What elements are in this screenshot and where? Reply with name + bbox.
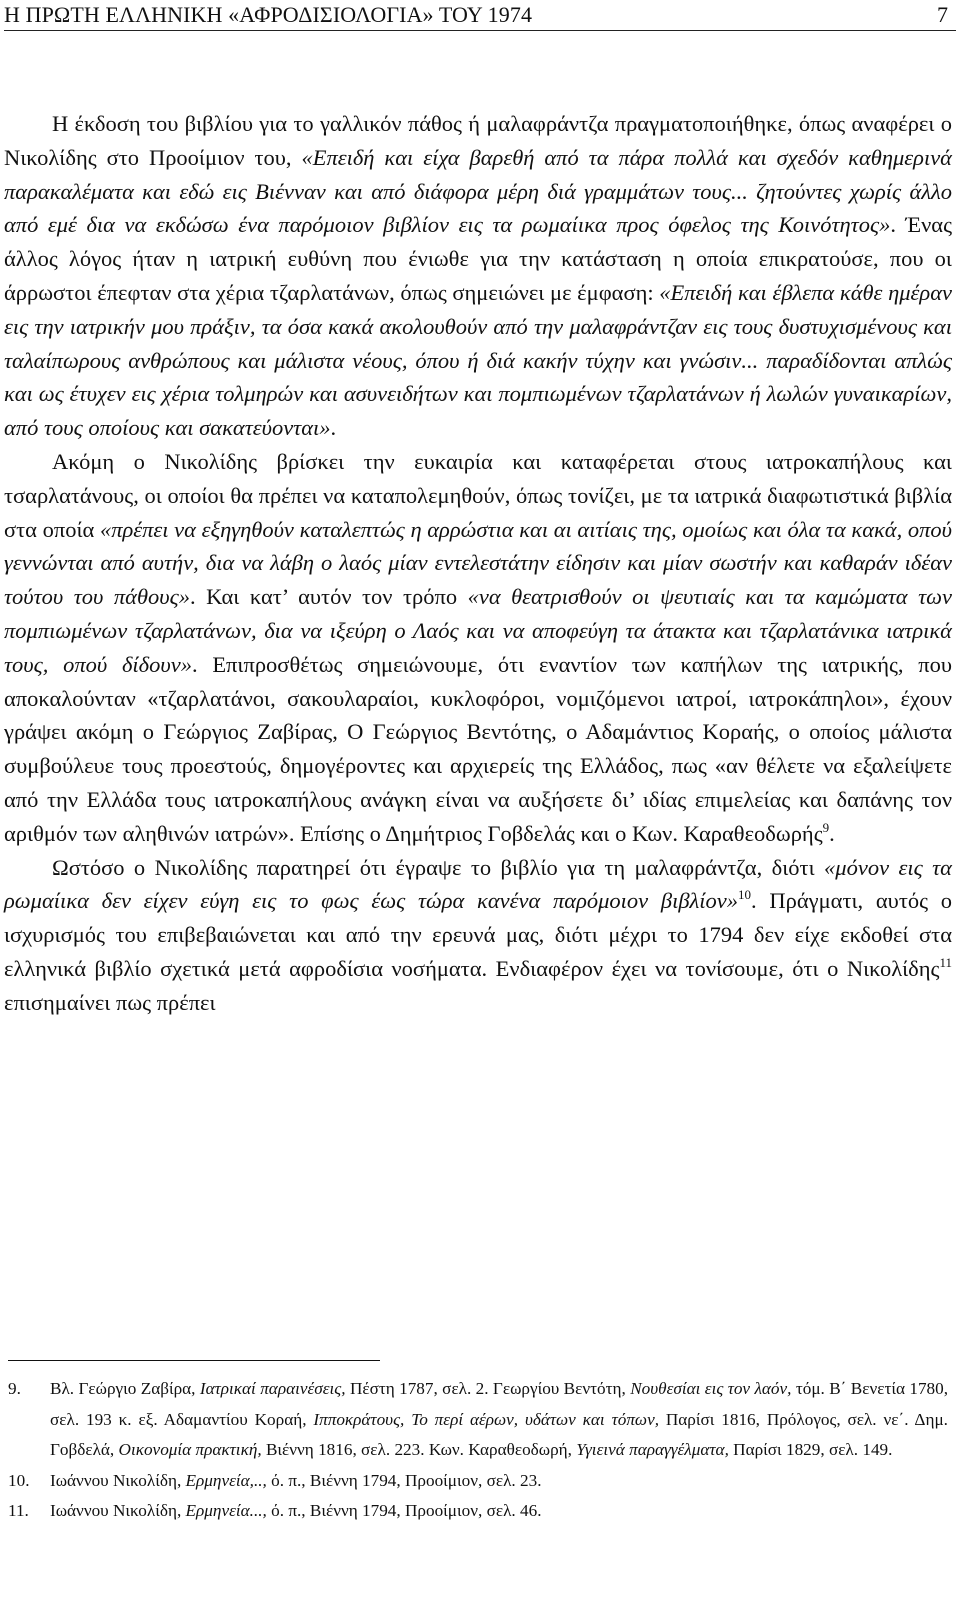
paragraph bbox=[4, 445, 952, 851]
quoted-text: Υγιεινά παραγγέλματα, bbox=[576, 1440, 729, 1459]
text-run: Βιέννη 1816, σελ. 223. Κων. Καραθεοδωρή, bbox=[261, 1440, 577, 1459]
page-number: 7 bbox=[937, 2, 948, 27]
paragraph bbox=[4, 107, 952, 445]
footnote bbox=[8, 1496, 948, 1527]
quoted-text: Οικονομία πρακτική, bbox=[118, 1440, 262, 1459]
text-run: . Ένας άλλος λόγος ήταν η ιατρική ευθύνη που ένιωθε για την κατάσταση η οποία επικρατούσε, που οι άρρωστοι έπεφταν στα χέρια τζαρλατάνων, όπως σημειώνει με έμφαση: bbox=[4, 212, 952, 305]
footnote-ref: 11 bbox=[939, 954, 952, 970]
running-title: Η ΠΡΩΤΗ ΕΛΛΗΝΙΚΗ «ΑΦΡΟΔΙΣΙΟΛΟΓΙΑ» ΤΟΥ 1974 bbox=[4, 2, 533, 27]
quoted-text: Ερμηνεία,.., bbox=[185, 1470, 267, 1490]
text-run: . bbox=[330, 415, 337, 441]
footnote-text bbox=[50, 1471, 542, 1490]
text-run: Παρίσι 1816, Πρόλογος, σελ. νε΄. Δημ. Γοβδελά, bbox=[50, 1409, 948, 1459]
running-header bbox=[4, 0, 956, 31]
quoted-text: «πρέπει να εξηγηθούν καταλεπτώς η αρρώστια και αι αιτίαις της, ομοίως και όλα τα κακά, οπού γεννώνται από αυτήν, δια να λάβη ο λαός μίαν εντελεστάτην είδησιν και μίαν σωστήν και καθαράν ιδέαν τούτου του πάθους» bbox=[4, 516, 952, 610]
footnote-ref: 9 bbox=[822, 819, 830, 835]
text-run: Η έκδοση του βιβλίου για το γαλλικόν πάθος ή μαλαφράντζα πραγματοποιήθηκε, όπως αναφέρει ο Νικολίδης στο Προοίμιον του, bbox=[4, 111, 952, 170]
text-run: ό. π., Βιέννη 1794, Προοίμιον, σελ. 46. bbox=[266, 1501, 542, 1520]
text-run: . Επιπροσθέτως σημειώνουμε, ότι εναντίον των καπήλων της ιατρικής, που αποκαλούνταν «τζαρλατάνοι, σακουλαραίοι, κυκλοφόροι, νομιζόμενοι ιατροί, ιατροκάπηλοι», έχουν γράψει ακόμη ο Γεώργιος Ζαβίρας, Ο Γεώργιος Βεντότης, ο Αδαμάντιος Κοραής, ο οποίος μάλιστα συμβούλευε τους προεστούς, δημογέροντες και αρχιερείς της Ελλάδος, πως «αν θέλετε να εξαλείψετε από την Ελλάδα τους ιατροκαπήλους ανάγκη είναι να αυξήσετε δι’ ιδίας επιμελείας και δαπάνης τον αριθμόν των αληθινών ιατρών». Επίσης ο Δημήτριος Γοβδελάς και ο Κων. Καραθεοδωρής bbox=[4, 651, 952, 846]
footnotes bbox=[8, 1374, 948, 1527]
footnote-text bbox=[50, 1379, 948, 1459]
text-run: τόμ. Β΄ Βενετία 1780, σελ. 193 κ. εξ. Αδαμαντίου Κοραή, bbox=[50, 1379, 949, 1429]
text-run: . Και κατ’ αυτόν τον τρόπο bbox=[189, 584, 468, 610]
quoted-text: Ερμηνεία..., bbox=[185, 1501, 267, 1520]
footnote-ref: 10 bbox=[738, 887, 752, 903]
text-run: ό. π., Βιέννη 1794, Προοίμιον, σελ. 23. bbox=[266, 1470, 542, 1490]
footnote-number: 9. bbox=[8, 1379, 21, 1398]
text-run: Βλ. Γεώργιο Ζαβίρα, bbox=[50, 1379, 200, 1398]
text-run: Ιωάννου Νικολίδη, bbox=[50, 1470, 186, 1490]
quoted-text: «Επειδή και είχα βαρεθή από τα πάρα πολλά και σχεδόν καθημερινά παρακαλέματα και εδώ εις Βιένναν και από διάφορα μέρη διά γραμμάτων τους... ζητούντες χωρίς άλλο από εμέ δια να εκδώσω ένα παρόμοιον βιβλίον εις τα ρωμαίικα προς όφελος της Κοινότητος» bbox=[4, 144, 952, 238]
text-run: Ιωάννου Νικολίδη, bbox=[50, 1501, 186, 1520]
footnote-divider bbox=[8, 1360, 380, 1361]
paragraph bbox=[4, 851, 952, 1020]
text-run: Πέστη 1787, σελ. 2. Γεωργίου Βεντότη, bbox=[345, 1379, 631, 1398]
footnote-number: 11. bbox=[8, 1501, 29, 1520]
quoted-text: Ιπποκράτους, Το περί αέρων, υδάτων και τόπων, bbox=[313, 1409, 659, 1429]
text-run: Ωστόσο ο Νικολίδης παρατηρεί ότι έγραψε το βιβλίο για τη μαλαφράντζα, διότι bbox=[52, 854, 825, 880]
footnote-text bbox=[50, 1501, 542, 1520]
text-run: Παρίσι 1829, σελ. 149. bbox=[728, 1440, 893, 1459]
quoted-text: «Επειδή και έβλεπα κάθε ημέραν εις την ιατρικήν μου πράξιν, τα όσα κακά ακολουθούν από την μαλαφράντζαν εις τους δυστυχισμένους και ταλαίπωρους ανθρώπους και μάλιστα νέους, όπου ή διά κακήν τύχην και γνώσιν... παραδίδονται απλώς και ως έτυχεν εις χέρια τολμηρών και ασυνειδήτων και πομπιωμένων τζαρλατάνων ή λωλών γυναικαρίων, από τους οποίους και σακατεύονται» bbox=[4, 279, 953, 441]
quoted-text: Νουθεσίαι εις τον λαόν, bbox=[630, 1379, 792, 1398]
text-run: επισημαίνει πως πρέπει bbox=[4, 989, 216, 1015]
text-run: . Πράγματι, αυτός ο ισχυρισμός του επιβεβαιώνεται και από την ερευνά μας, διότι μέχρι το 1794 δεν είχε εκδοθεί στα ελληνικά βιβλίο σχετικά μετά αφροδίσια νοσήματα. Ενδιαφέρον έχει να τονίσουμε, ότι ο Νικολίδης bbox=[4, 888, 952, 981]
footnote bbox=[8, 1466, 948, 1497]
text-run: Ακόμη ο Νικολίδης βρίσκει την ευκαιρία και καταφέρεται στους ιατροκαπήλους και τσαρλατάνους, οι οποίοι θα πρέπει να καταπολεμηθούν, όπως τονίζει, με τα ιατρικά διαφωτιστικά βιβλία στα οποία bbox=[4, 448, 952, 542]
text-run: . bbox=[829, 820, 835, 846]
footnote bbox=[8, 1374, 948, 1466]
quoted-text: Ιατρικαί παραινέσεις, bbox=[199, 1379, 346, 1398]
footnote-number: 10. bbox=[8, 1470, 30, 1490]
quoted-text: «να θεατρισθούν οι ψευτιαίς και τα καμώματα των πομπιωμένων τζαρλατάνων, δια να ιξεύρη ο Λαός και να αποφεύγη τα άτακτα και τζαρλατάνικα ιατρικά τους, οπού δίδουν» bbox=[4, 584, 952, 677]
body-text bbox=[4, 107, 952, 1020]
quoted-text: «μόνον εις τα ρωμαίικα δεν είχεν εύγη εις το φως έως τώρα κανένα παρόμοιον βιβλίον» bbox=[4, 854, 952, 914]
